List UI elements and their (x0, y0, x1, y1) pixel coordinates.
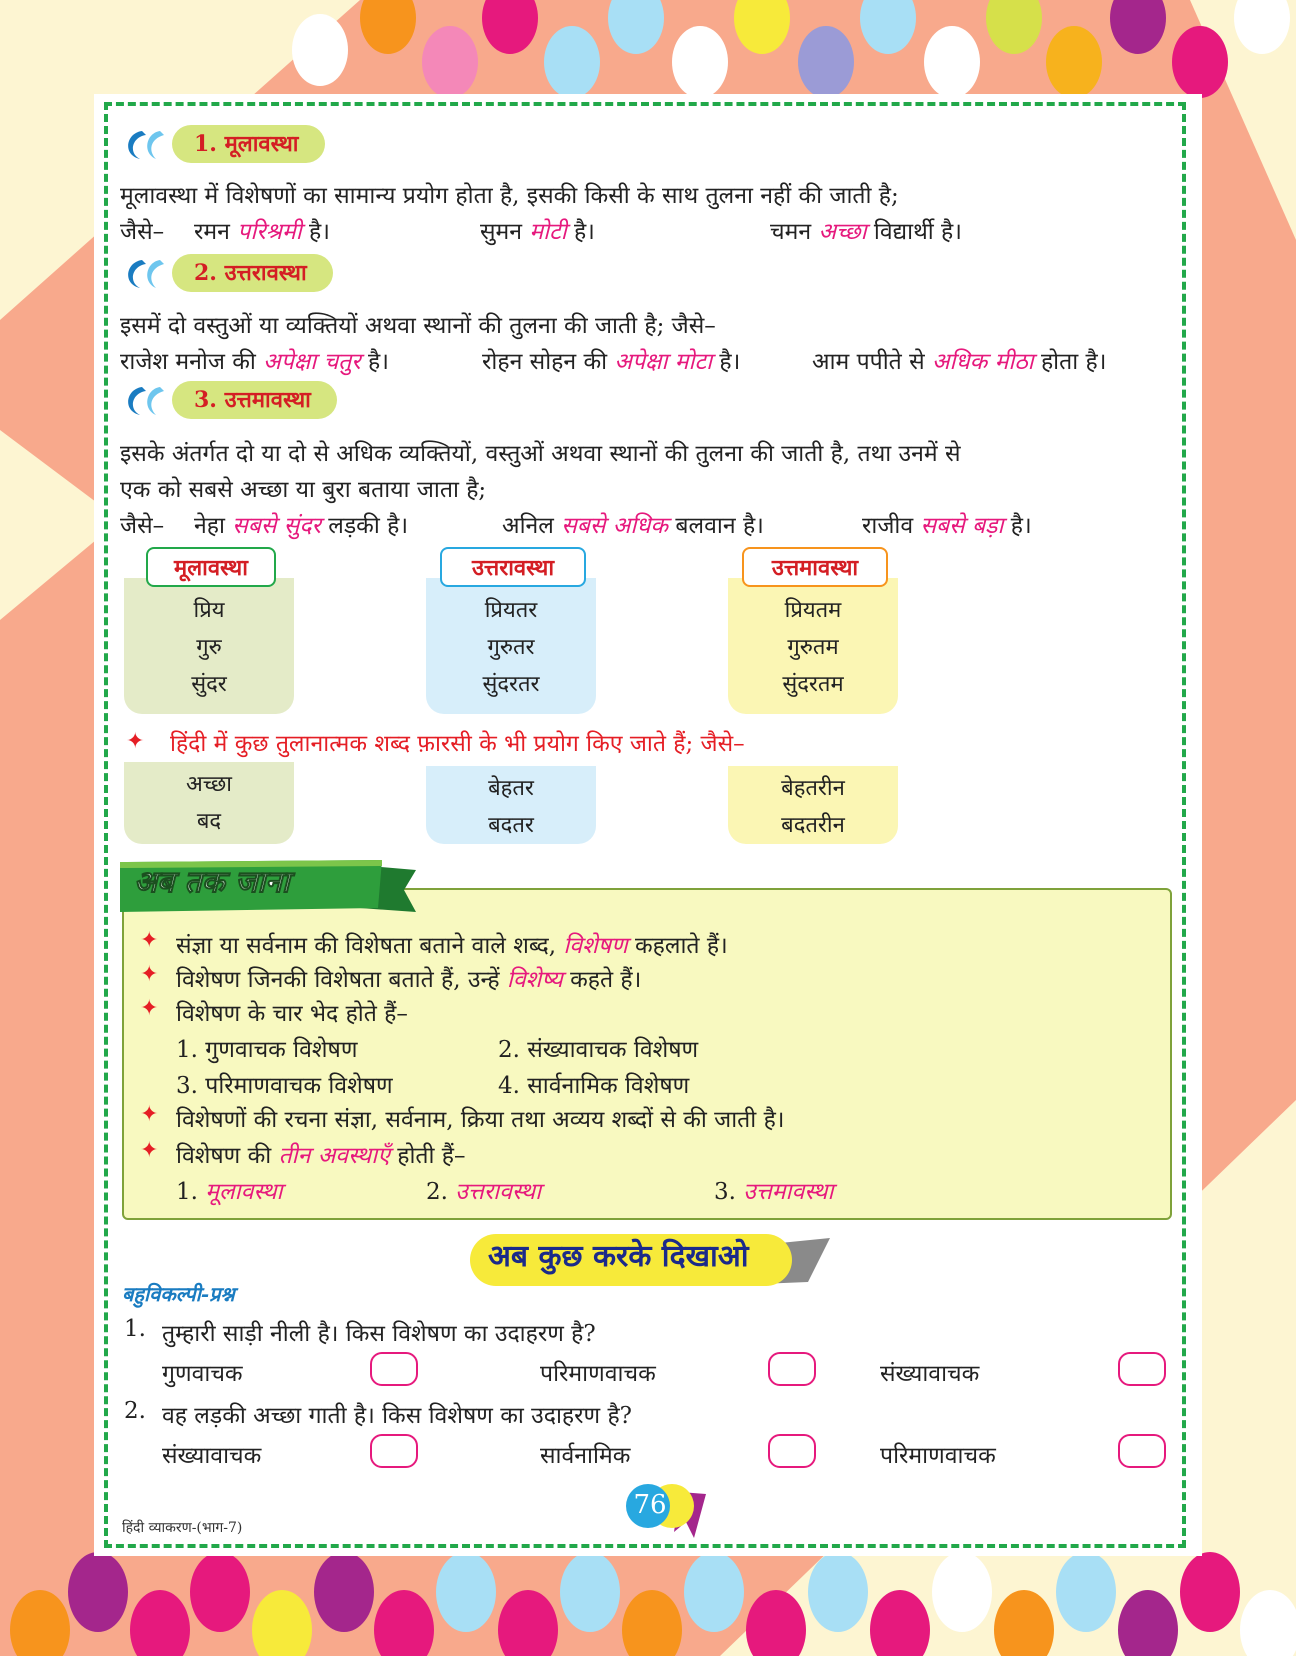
stage-item: 1. मूलावस्था (176, 1179, 283, 1205)
book-title: हिंदी व्याकरण-(भाग-7) (122, 1520, 243, 1536)
section2-example-1: राजेश मनोज की अपेक्षा चतुर है। (120, 349, 389, 375)
answer-box[interactable] (768, 1434, 816, 1468)
option-label: गुणवाचक (162, 1361, 243, 1387)
degree-word: सुंदरतम (782, 672, 844, 697)
summary-point-2: विशेषण जिनकी विशेषता बताते हैं, उन्हें विशेष्य कहते हैं। (176, 967, 642, 993)
persian-box-uttama (728, 766, 898, 844)
persian-note: हिंदी में कुछ तुलानात्मक शब्द फ़ारसी के भी प्रयोग किए जाते हैं; जैसे– (170, 731, 745, 757)
summary-point-4: विशेषणों की रचना संज्ञा, सर्वनाम, क्रिया तथा अव्यय शब्दों से की जाती है। (176, 1107, 785, 1133)
section3-description-2: एक को सबसे अच्छा या बुरा बताया जाता है; (120, 477, 487, 503)
stage-item: 2. उत्तरावस्था (426, 1179, 542, 1205)
star-bullet-icon: ✦ (126, 729, 145, 754)
persian-word: बदतरीन (781, 813, 845, 838)
degree-word: गुरुतर (487, 635, 535, 660)
option-label: सार्वनामिक (540, 1443, 631, 1469)
option-label: परिमाणवाचक (540, 1361, 656, 1387)
persian-word: बेहतरीन (781, 776, 845, 801)
adjective-type: 2. संख्यावाचक विशेषण (498, 1037, 699, 1063)
degree-word: प्रिय (193, 598, 225, 623)
stage-item: 3. उत्तमावस्था (714, 1179, 834, 1205)
section3-example-2: अनिल सबसे अधिक बलवान है। (502, 513, 764, 539)
activity-banner-title: अब कुछ करके दिखाओ (488, 1239, 749, 1274)
degree-word: सुंदरतर (482, 672, 540, 697)
section2-description: इसमें दो वस्तुओं या व्यक्तियों अथवा स्थानों की तुलना की जाती है; जैसे– (120, 313, 716, 339)
degree-tag-uttara: उत्तरावस्था (440, 547, 586, 587)
option-label: संख्यावाचक (162, 1443, 262, 1469)
question-number: 1. (124, 1316, 146, 1342)
summary-point-1: संज्ञा या सर्वनाम की विशेषता बताने वाले शब्द, विशेषण कहलाते हैं। (176, 933, 728, 959)
section3-example-prefix: जैसे– (120, 513, 165, 539)
answer-box[interactable] (370, 1352, 418, 1386)
adjective-type: 1. गुणवाचक विशेषण (176, 1037, 358, 1063)
heading-mulavastha: 1. मूलावस्था (172, 125, 325, 163)
answer-box[interactable] (370, 1434, 418, 1468)
degree-box-uttara (426, 578, 596, 714)
persian-word: बद (196, 809, 222, 834)
question-text: वह लड़की अच्छा गाती है। किस विशेषण का उदाहरण है? (162, 1403, 633, 1429)
swirl-icon (120, 127, 172, 163)
degree-word: गुरु (196, 635, 222, 660)
question-number: 2. (124, 1398, 146, 1424)
star-bullet-icon: ✦ (140, 928, 159, 953)
mcq-title: बहुविकल्पी-प्रश्न (122, 1282, 235, 1306)
persian-word: अच्छा (185, 772, 233, 797)
degree-box-mula (124, 578, 294, 714)
answer-box[interactable] (1118, 1352, 1166, 1386)
section3-example-1: नेहा सबसे सुंदर लड़की है। (194, 513, 409, 539)
persian-box-uttara (426, 766, 596, 844)
degree-box-uttama (728, 578, 898, 714)
adjective-type: 4. सार्वनामिक विशेषण (498, 1073, 690, 1099)
summary-banner-title: अब तक जाना (134, 865, 290, 900)
persian-word: बदतर (488, 813, 534, 838)
option-label: परिमाणवाचक (880, 1443, 996, 1469)
section3-description-1: इसके अंतर्गत दो या दो से अधिक व्यक्तियों, वस्तुओं अथवा स्थानों की तुलना की जाती है, तथा उनमें से (120, 441, 961, 467)
option-label: संख्यावाचक (880, 1361, 980, 1387)
section1-example-2: सुमन मोटी है। (480, 219, 595, 245)
answer-box[interactable] (1118, 1434, 1166, 1468)
heading-uttaravastha: 2. उत्तरावस्था (172, 254, 333, 292)
star-bullet-icon: ✦ (140, 996, 159, 1021)
answer-box[interactable] (768, 1352, 816, 1386)
adjective-type: 3. परिमाणवाचक विशेषण (176, 1073, 393, 1099)
section2-example-3: आम पपीते से अधिक मीठा होता है। (812, 349, 1107, 375)
degree-word: प्रियतम (784, 598, 842, 623)
persian-word: बेहतर (488, 776, 534, 801)
section2-example-2: रोहन सोहन की अपेक्षा मोटा है। (482, 349, 741, 375)
section1-example-1: रमन परिश्रमी है। (194, 219, 330, 245)
degree-word: सुंदर (191, 672, 227, 697)
question-text: तुम्हारी साड़ी नीली है। किस विशेषण का उदाहरण है? (162, 1321, 596, 1347)
heading-uttamavastha: 3. उत्तमावस्था (172, 381, 337, 419)
section3-example-3: राजीव सबसे बड़ा है। (862, 513, 1032, 539)
summary-point-5: विशेषण की तीन अवस्थाएँ होती हैं– (176, 1143, 466, 1169)
star-bullet-icon: ✦ (140, 1102, 159, 1127)
persian-box-mula (124, 762, 294, 844)
degree-word: गुरुतम (787, 635, 839, 660)
section1-description: मूलावस्था में विशेषणों का सामान्य प्रयोग होता है, इसकी किसी के साथ तुलना नहीं की जाती है; (120, 183, 899, 209)
page-number: 76 (633, 1490, 667, 1520)
swirl-icon (120, 256, 172, 292)
summary-point-3: विशेषण के चार भेद होते हैं– (176, 1001, 408, 1027)
degree-tag-mula: मूलावस्था (146, 547, 276, 587)
degree-tag-uttama: उत्तमावस्था (742, 547, 888, 587)
star-bullet-icon: ✦ (140, 1138, 159, 1163)
swirl-icon (120, 383, 172, 419)
section1-example-prefix: जैसे– (120, 219, 165, 245)
degree-word: प्रियतर (484, 598, 538, 623)
section1-example-3: चमन अच्छा विद्यार्थी है। (770, 219, 962, 245)
star-bullet-icon: ✦ (140, 962, 159, 987)
